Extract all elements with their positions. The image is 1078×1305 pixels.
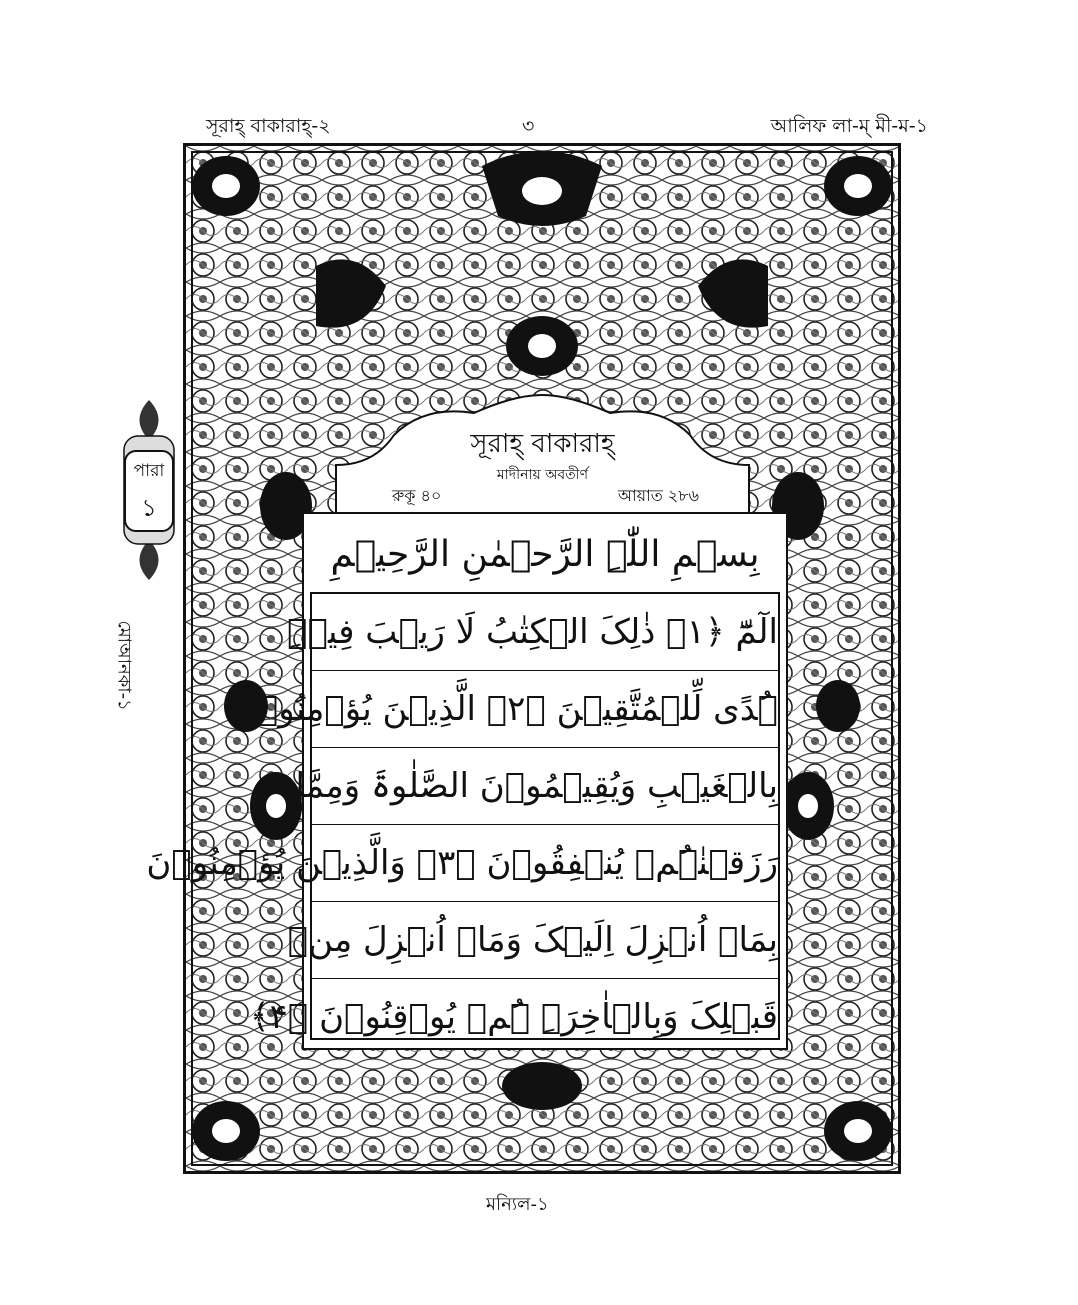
side-vertical-text: মোআনকা-১ — [113, 620, 135, 711]
side-vertical-label — [108, 620, 138, 750]
verse-line: رَزَقۡنٰہُمۡ یُنۡفِقُوۡنَ ﴿۳﴾ وَالَّذِیۡنَ یُؤۡمِنُوۡنَ — [312, 825, 778, 902]
header-left: সূরাহ্ বাকারাহ্-২ — [206, 115, 331, 137]
para-badge — [124, 450, 174, 532]
header-right: আলিফ লা-ম্ মী-ম-১ — [770, 115, 928, 137]
ruku-count: রুকূ ৪০ — [392, 486, 442, 505]
footer-manzil: মন্যিল-১ — [486, 1194, 549, 1215]
verse-line: ہُدًی لِّلۡمُتَّقِیۡنَ ﴿۲﴾ الَّذِیۡنَ یُؤۡمِنُوۡنَ — [312, 671, 778, 748]
text-panel — [146, 512, 788, 1050]
verse-lines — [146, 592, 780, 1040]
para-number: ১ — [141, 494, 157, 522]
verse-line: قَبۡلِکَ وَبِالۡاٰخِرَۃِ ہُمۡ یُوۡقِنُوۡنَ ﴿۴﴾ — [249, 997, 778, 1037]
verse-line: الٓمّٓ ﴿۱﴾ ذٰلِکَ الۡکِتٰبُ لَا رَیۡبَ فِیۡہِ — [312, 594, 778, 671]
para-label: পারা — [133, 461, 165, 481]
surah-revealed: মাদীনায় অবতীর্ণ — [496, 467, 589, 483]
surah-heading-arch — [334, 395, 751, 525]
verse-line: بِالۡغَیۡبِ وَیُقِیۡمُوۡنَ الصَّلٰوۃَ وَمِمَّا — [312, 748, 778, 825]
ayat-count: আয়াত ২৮৬ — [617, 486, 699, 505]
bismillah: بِسۡمِ اللّٰہِ الرَّحۡمٰنِ الرَّحِیۡمِ — [330, 534, 760, 575]
verse-line: بِمَاۤ اُنۡزِلَ اِلَیۡکَ وَمَاۤ اُنۡزِلَ مِنۡ — [312, 902, 778, 979]
page-number: ৩ — [522, 115, 535, 137]
surah-title: সূরাহ্ বাকারাহ্ — [470, 429, 615, 459]
